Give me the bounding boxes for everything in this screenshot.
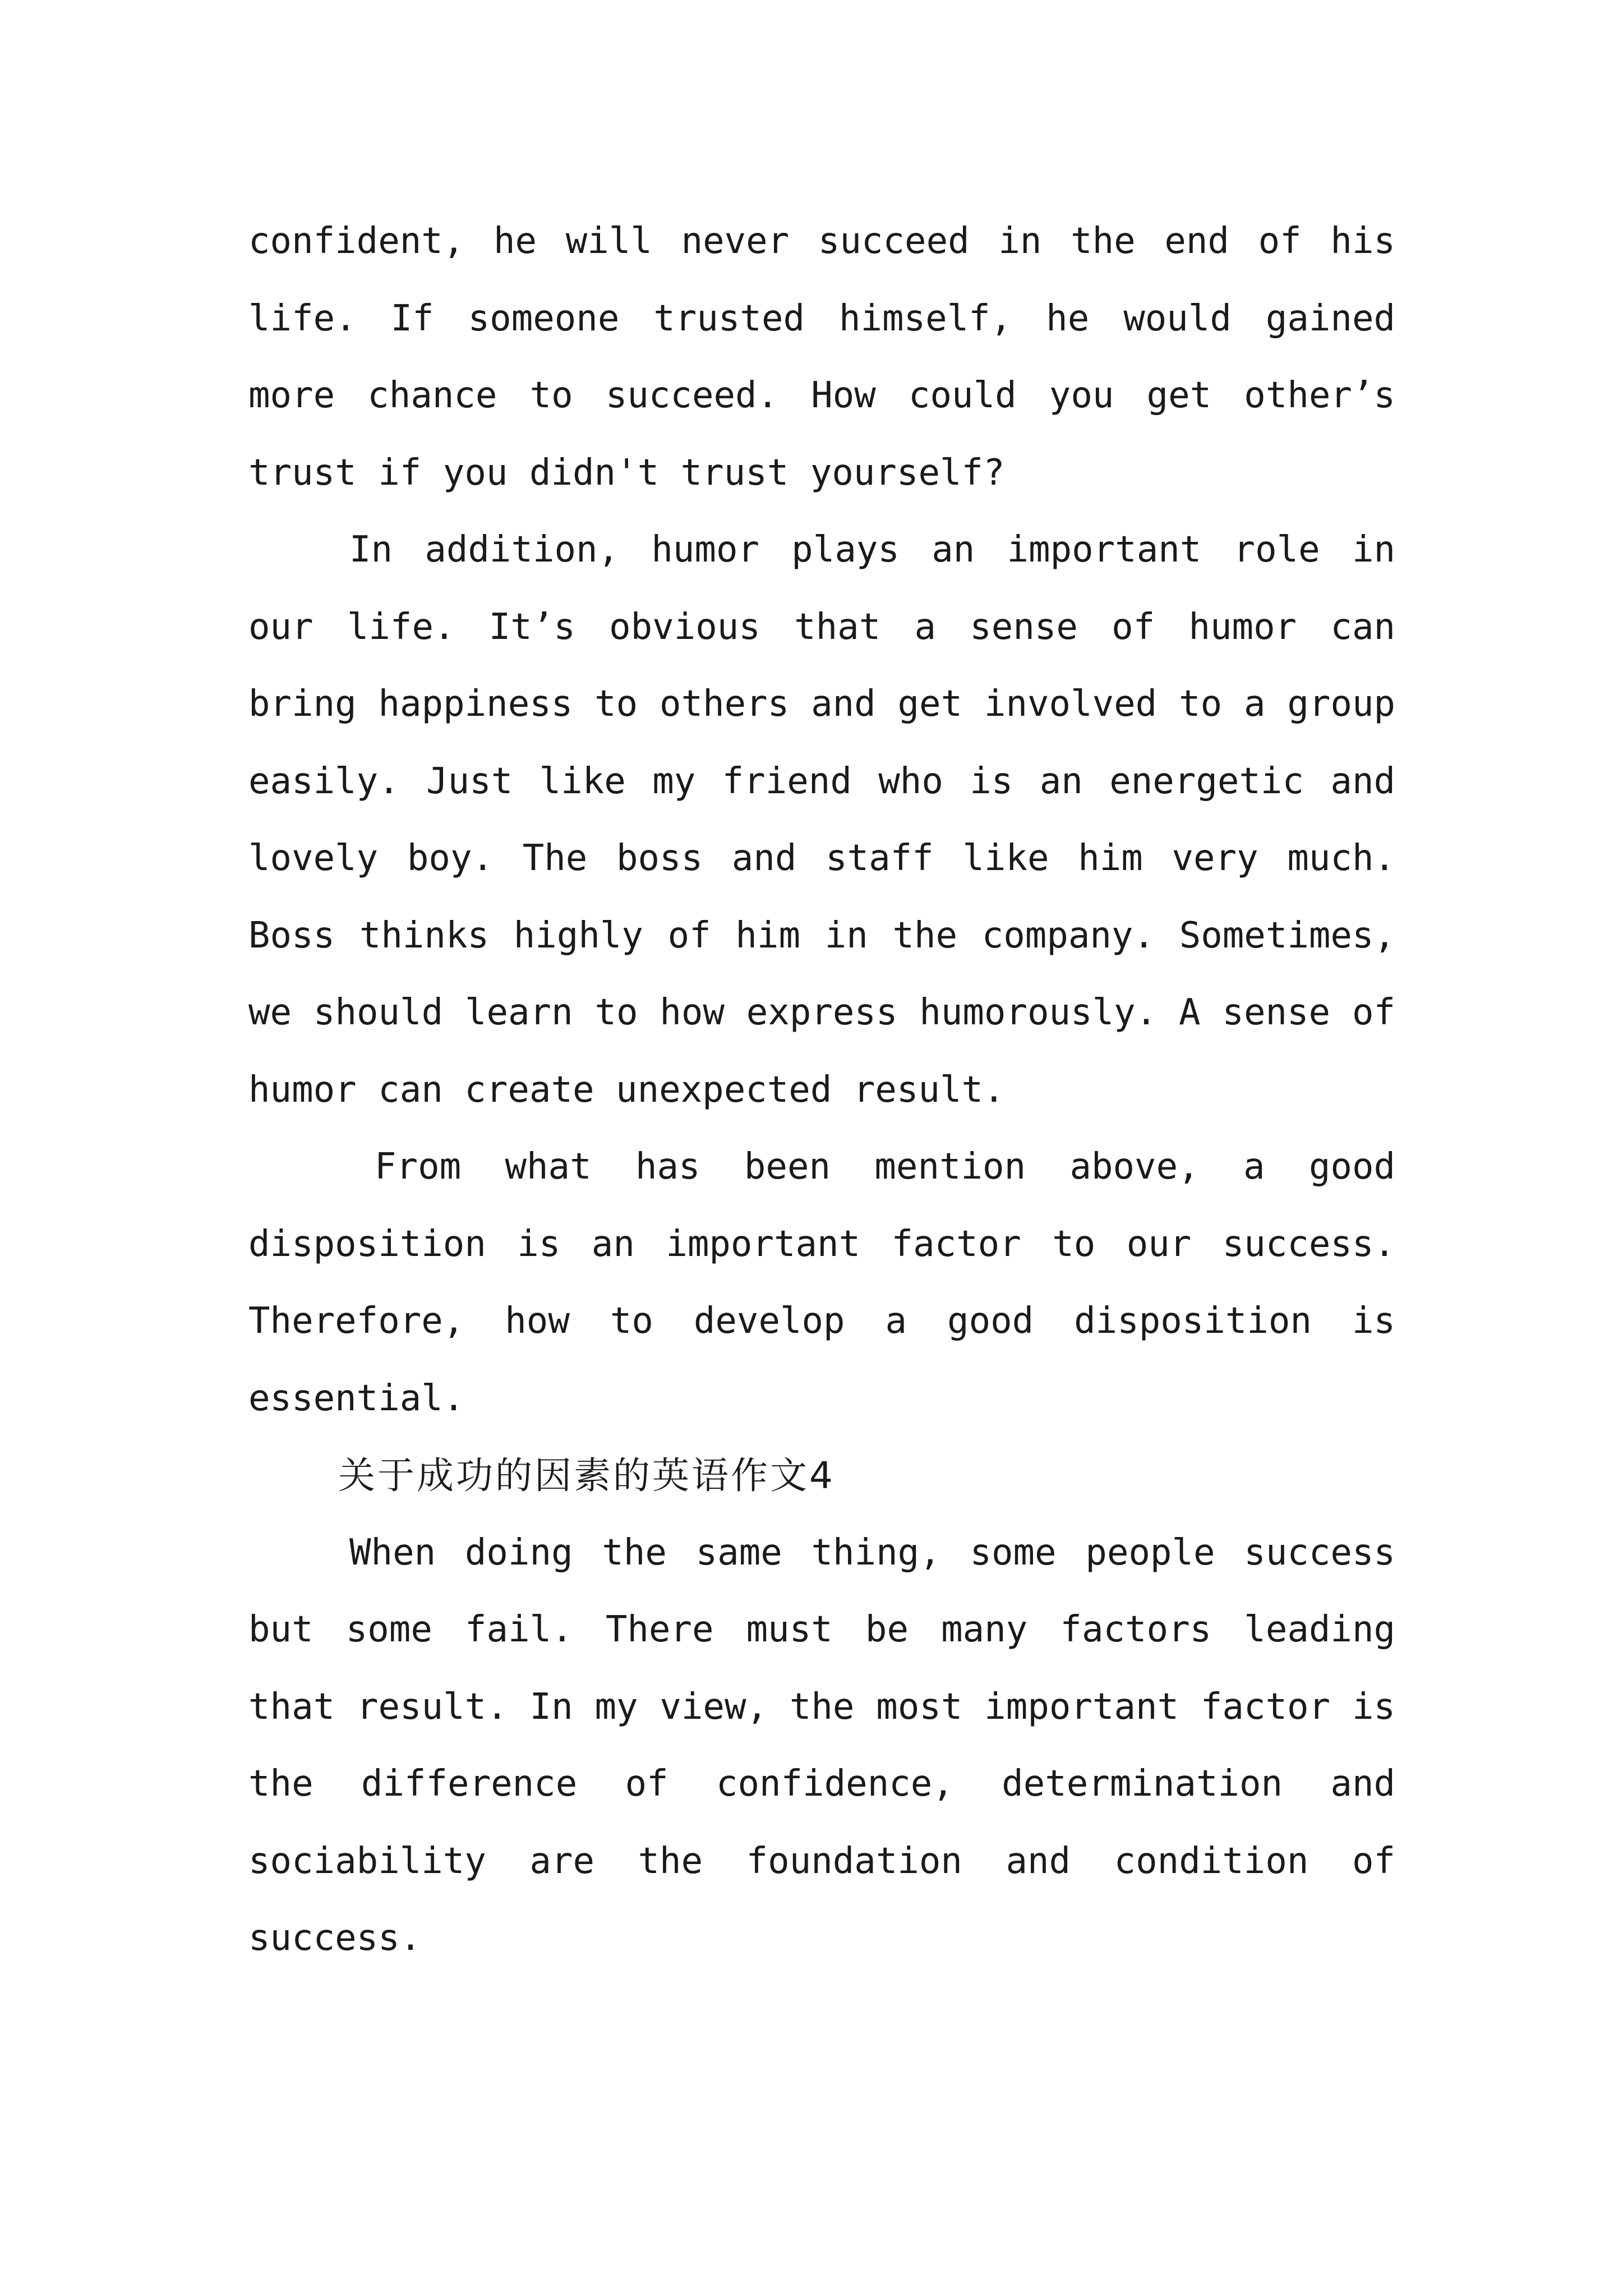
paragraph-humor: In addition, humor plays an important role in our life. It’s obvious that a sense of humor can bring happiness to others and get involved to a group easily. Just like my friend who is an energetic and lovely boy. The boss and staff like him very much. Boss thinks highly of him in the company. Sometimes, we should learn to how express humorously. A sense of humor can create unexpected result. (248, 529, 1395, 1111)
document-body (248, 203, 1395, 1977)
section-heading: 关于成功的因素的英语作文4 (338, 1454, 835, 1497)
paragraph-continuation: confident, he will never succeed in the end of his life. If someone trusted himself, he would gained more chance to succeed. How could you get other’s trust if you didn't trust yourself? (248, 220, 1395, 494)
paragraph-factors: When doing the same thing, some people success but some fail. There must be many factors leading that result. In my view, the most important factor is the difference of confidence, determination and sociability are the foundation and condition of success. (248, 1531, 1395, 1959)
paragraph-conclusion: From what has been mention above, a good disposition is an important factor to our success. Therefore, how to develop a good disposition is essential. (248, 1146, 1395, 1419)
